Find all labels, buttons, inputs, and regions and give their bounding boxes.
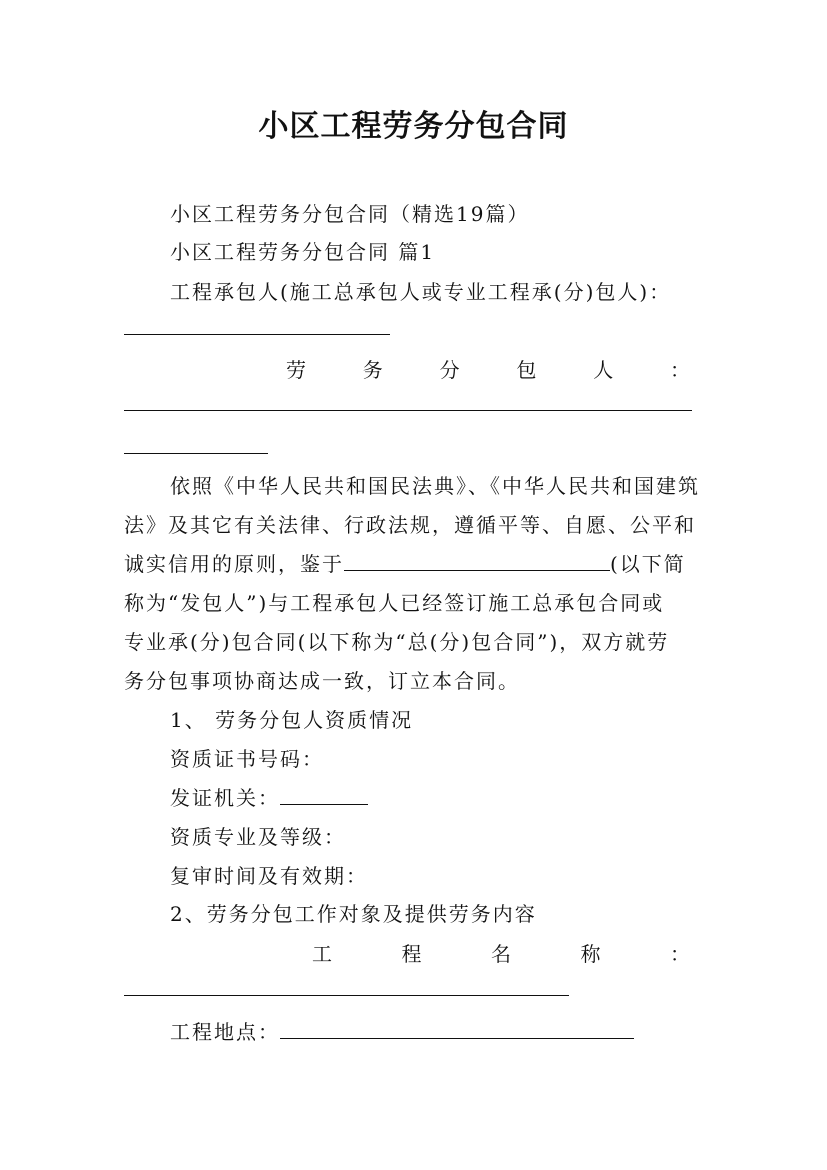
section-2-heading: 2、劳务分包工作对象及提供劳务内容 [170,902,537,926]
label-char: 称 [580,942,601,966]
paragraph-line: 专业承(分)包合同(以下称为“总(分)包合同”)，双方就劳 [124,630,670,654]
label-char: 工 [312,942,332,966]
contractor-blank [124,334,390,335]
label-char: ： [670,942,690,966]
project-location-blank [280,1020,634,1039]
qualification-number-label: 资质证书号码： [170,747,324,771]
issuing-authority-label: 发证机关： [170,786,280,810]
labor-subcontractor-blank-cont [124,453,268,454]
label-char: ： [669,358,690,382]
project-name-blank [124,995,569,996]
label-char: 包 [516,358,537,382]
paragraph-text: 诚实信用的原则，鉴于 [124,552,344,576]
label-char: 人 [593,358,614,382]
paragraph-line: 务分包事项协商达成一致，订立本合同。 [124,669,520,693]
employer-blank [344,552,610,571]
issuing-authority-line [170,782,750,811]
label-char: 务 [362,358,383,382]
paragraph-line: 称为“发包人”)与工程承包人已经签订施工总承包合同或 [124,591,665,615]
project-location-line [170,1016,750,1045]
project-location-label: 工程地点： [170,1020,280,1044]
review-validity-label: 复审时间及有效期： [170,864,368,888]
section-heading-line: 小区工程劳务分包合同 篇1 [170,240,436,264]
paragraph-text: (以下简 [610,552,686,576]
label-char: 名 [491,942,511,966]
label-char: 程 [401,942,422,966]
label-char: 分 [439,358,460,382]
paragraph-line: 法》及其它有关法律、行政法规，遵循平等、自愿、公平和 [124,513,696,537]
issuing-authority-blank [280,786,368,805]
subtitle-line: 小区工程劳务分包合同（精选19篇） [170,202,530,226]
contractor-label: 工程承包人(施工总承包人或专业工程承(分)包人)： [170,280,672,304]
label-char: 劳 [286,358,306,382]
paragraph-line: 依照《中华人民共和国民法典》、《中华人民共和国建筑 [170,474,700,498]
paragraph-line [124,548,704,577]
project-name-label [312,938,690,967]
labor-subcontractor-label [286,354,690,383]
labor-subcontractor-blank [124,410,692,411]
document-title: 小区工程劳务分包合同 [258,109,569,144]
qualification-grade-label: 资质专业及等级： [170,825,346,849]
section-1-heading: 1、 劳务分包人资质情况 [170,708,414,732]
